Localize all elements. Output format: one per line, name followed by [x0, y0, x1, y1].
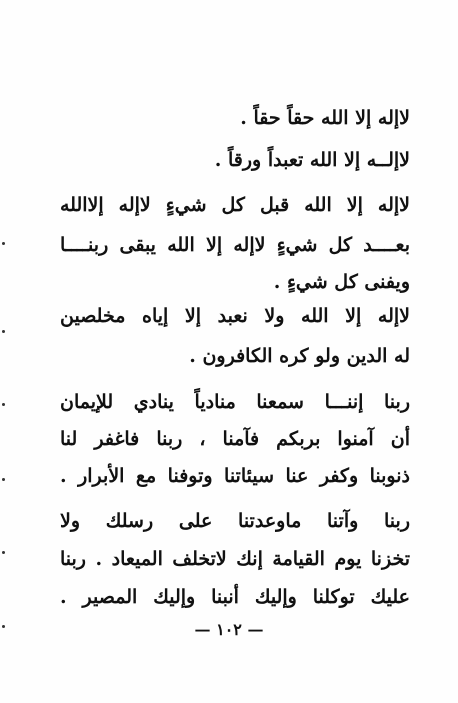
text-line-11: ربنا وآتنا ماوعدتنا على رسلك ولا [60, 510, 410, 532]
text-line-10: ذنوبنا وكفر عنا سيئاتنا وتوفنا مع الأبرار . [60, 465, 410, 487]
page-number: — ١٠٢ — [194, 620, 264, 639]
text-line-12: تخزنا يوم القيامة إنك لاتخلف الميعاد . ربنا [60, 548, 410, 570]
scan-speck [2, 625, 5, 628]
text-line-5: ويفنى كل شيءٍ . [273, 271, 410, 293]
scan-speck [2, 551, 5, 554]
text-line-2: لاإلــه إلا الله تعبداً ورقاً . [214, 149, 410, 171]
scan-speck [2, 478, 5, 481]
text-line-8: ربنا إننـــا سمعنا منادياً ينادي للإيمان [60, 391, 410, 413]
scan-speck [2, 242, 5, 245]
scan-speck [2, 403, 5, 406]
text-line-1: لاإله إلا الله حقاً حقاً . [240, 107, 410, 129]
text-line-4: بعــــد كل شيءٍ لاإله إلا الله يبقى ربنــــا [60, 234, 410, 256]
text-line-7: له الدين ولو كره الكافرون . [189, 345, 410, 367]
text-line-9: أن آمنوا بربكم فآمنا ، ربنا فاغفر لنا [60, 428, 410, 450]
text-line-3: لاإله إلا الله قبل كل شيءٍ لاإله إلاالله [60, 194, 410, 216]
text-line-6: لاإله إلا الله ولا نعبد إلا إياه مخلصين [60, 305, 410, 327]
text-line-13: عليك توكلنا وإليك أنبنا وإليك المصير . [60, 586, 410, 608]
scan-speck [2, 330, 5, 333]
